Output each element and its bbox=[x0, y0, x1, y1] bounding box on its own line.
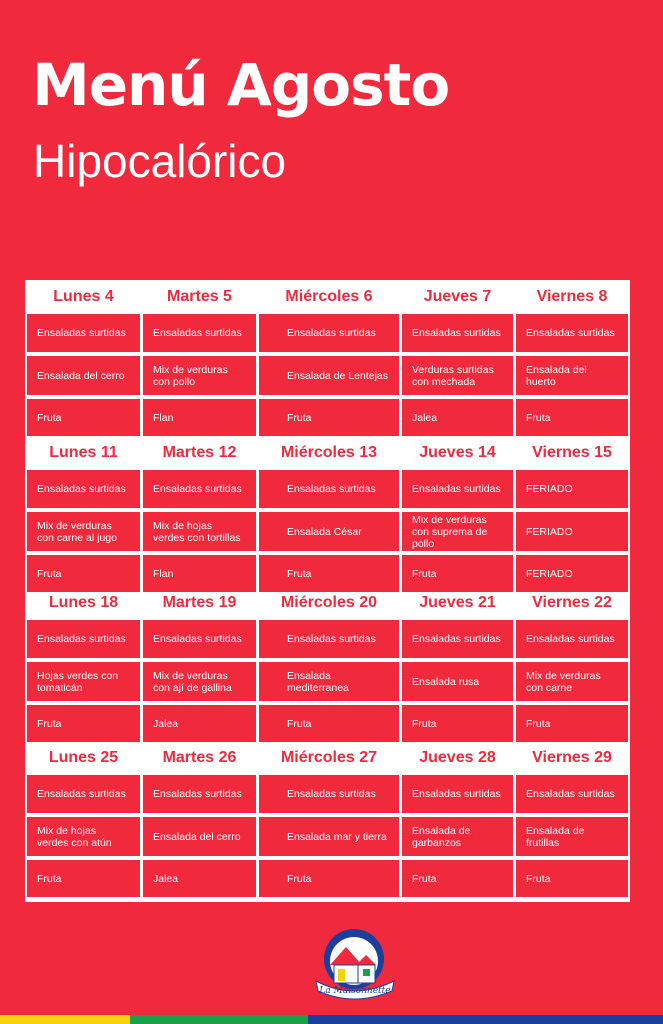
entree-cell: Ensaladas surtidas bbox=[402, 620, 513, 658]
entree-cell: Ensaladas surtidas bbox=[27, 775, 140, 813]
day-header: Lunes 11 bbox=[49, 444, 118, 461]
day-header: Martes 5 bbox=[167, 288, 232, 305]
dessert-cell: Flan bbox=[143, 555, 256, 592]
main-dish-cell: Mix de verduras con carne al jugo bbox=[27, 512, 140, 551]
dessert-cell: Fruta bbox=[27, 705, 140, 742]
entree-cell: Ensaladas surtidas bbox=[516, 314, 628, 352]
logo-text: La Maisonnette bbox=[319, 986, 391, 996]
day-header: Jueves 28 bbox=[419, 749, 496, 766]
entree-cell: FERIADO bbox=[516, 470, 628, 508]
day-header: Miércoles 20 bbox=[280, 594, 378, 611]
page-title: Menú Agosto bbox=[32, 51, 450, 119]
main-dish-cell: Ensalada mediterranea bbox=[259, 662, 399, 701]
day-header: Lunes 18 bbox=[48, 594, 119, 611]
dessert-cell: Fruta bbox=[402, 555, 513, 592]
main-dish-cell: Ensalada mar y tierra bbox=[259, 817, 399, 856]
day-header: Viernes 22 bbox=[532, 594, 612, 611]
entree-cell: Ensaladas surtidas bbox=[143, 775, 256, 813]
dessert-cell: Fruta bbox=[516, 860, 628, 897]
entree-cell: Ensaladas surtidas bbox=[402, 314, 513, 352]
entree-cell: Ensaladas surtidas bbox=[259, 775, 399, 813]
entree-cell: Ensaladas surtidas bbox=[516, 775, 628, 813]
main-dish-cell: Mix de verduras con pollo bbox=[143, 356, 256, 395]
entree-cell: Ensaladas surtidas bbox=[27, 620, 140, 658]
entree-cell: Ensaladas surtidas bbox=[27, 470, 140, 508]
entree-cell: Ensaladas surtidas bbox=[143, 314, 256, 352]
color-stripe bbox=[0, 1015, 130, 1024]
day-header: Martes 26 bbox=[162, 749, 237, 766]
dessert-cell: FERIADO bbox=[516, 555, 628, 592]
entree-cell: Ensaladas surtidas bbox=[259, 314, 399, 352]
main-dish-cell: Verduras surtidas con mechada bbox=[402, 356, 513, 395]
dessert-cell: Fruta bbox=[259, 555, 399, 592]
entree-cell: Ensaladas surtidas bbox=[259, 470, 399, 508]
school-logo bbox=[310, 925, 400, 1000]
color-stripe bbox=[130, 1015, 308, 1024]
main-dish-cell: Ensalada del huerto bbox=[516, 356, 628, 395]
dessert-cell: Fruta bbox=[27, 399, 140, 436]
main-dish-cell: Ensalada de Lentejas bbox=[259, 356, 399, 395]
color-stripes bbox=[0, 1015, 663, 1024]
day-header: Jueves 21 bbox=[419, 594, 496, 611]
day-header: Martes 19 bbox=[162, 594, 237, 611]
dessert-cell: Fruta bbox=[402, 705, 513, 742]
dessert-cell: Fruta bbox=[516, 399, 628, 436]
entree-cell: Ensaladas surtidas bbox=[402, 775, 513, 813]
entree-cell: Ensaladas surtidas bbox=[143, 470, 256, 508]
day-header: Miércoles 27 bbox=[280, 749, 378, 766]
dessert-cell: Jalea bbox=[402, 399, 513, 436]
day-header: Miércoles 6 bbox=[285, 288, 373, 305]
main-dish-cell: Ensalada del cerro bbox=[27, 356, 140, 395]
main-dish-cell: Mix de hojas verdes con atún bbox=[27, 817, 140, 856]
dessert-cell: Fruta bbox=[402, 860, 513, 897]
page-subtitle: Hipocalórico bbox=[33, 135, 287, 187]
main-dish-cell: Mix de verduras con carne bbox=[516, 662, 628, 701]
main-dish-cell: Hojas verdes con tomaticán bbox=[27, 662, 140, 701]
main-dish-cell: FERIADO bbox=[516, 512, 628, 551]
main-dish-cell: Ensalada César bbox=[259, 512, 399, 551]
entree-cell: Ensaladas surtidas bbox=[27, 314, 140, 352]
entree-cell: Ensaladas surtidas bbox=[402, 470, 513, 508]
dessert-cell: Fruta bbox=[259, 860, 399, 897]
dessert-cell: Fruta bbox=[27, 860, 140, 897]
main-dish-cell: Ensalada rusa bbox=[402, 662, 513, 701]
entree-cell: Ensaladas surtidas bbox=[516, 620, 628, 658]
color-stripe bbox=[308, 1015, 663, 1024]
day-header: Jueves 7 bbox=[423, 288, 492, 305]
main-dish-cell: Mix de verduras con ají de gallina bbox=[143, 662, 256, 701]
dessert-cell: Jalea bbox=[143, 860, 256, 897]
entree-cell: Ensaladas surtidas bbox=[143, 620, 256, 658]
day-header: Miércoles 13 bbox=[280, 444, 378, 461]
main-dish-cell: Mix de verduras con suprema de pollo bbox=[402, 512, 513, 551]
day-header: Viernes 29 bbox=[532, 749, 612, 766]
day-header: Jueves 14 bbox=[419, 444, 496, 461]
main-dish-cell: Ensalada de frutillas bbox=[516, 817, 628, 856]
day-header: Lunes 4 bbox=[53, 288, 114, 305]
entree-cell: Ensaladas surtidas bbox=[259, 620, 399, 658]
dessert-cell: Flan bbox=[143, 399, 256, 436]
day-header: Viernes 8 bbox=[536, 288, 608, 305]
day-header: Lunes 25 bbox=[48, 749, 119, 766]
main-dish-cell: Mix de hojas verdes con tortillas bbox=[143, 512, 256, 551]
day-header: Martes 12 bbox=[162, 444, 237, 461]
dessert-cell: Fruta bbox=[259, 399, 399, 436]
dessert-cell: Fruta bbox=[259, 705, 399, 742]
main-dish-cell: Ensalada del cerro bbox=[143, 817, 256, 856]
day-header: Viernes 15 bbox=[532, 444, 612, 461]
menu-table bbox=[25, 280, 630, 902]
dessert-cell: Jalea bbox=[143, 705, 256, 742]
dessert-cell: Fruta bbox=[516, 705, 628, 742]
dessert-cell: Fruta bbox=[27, 555, 140, 592]
main-dish-cell: Ensalada de garbanzos bbox=[402, 817, 513, 856]
